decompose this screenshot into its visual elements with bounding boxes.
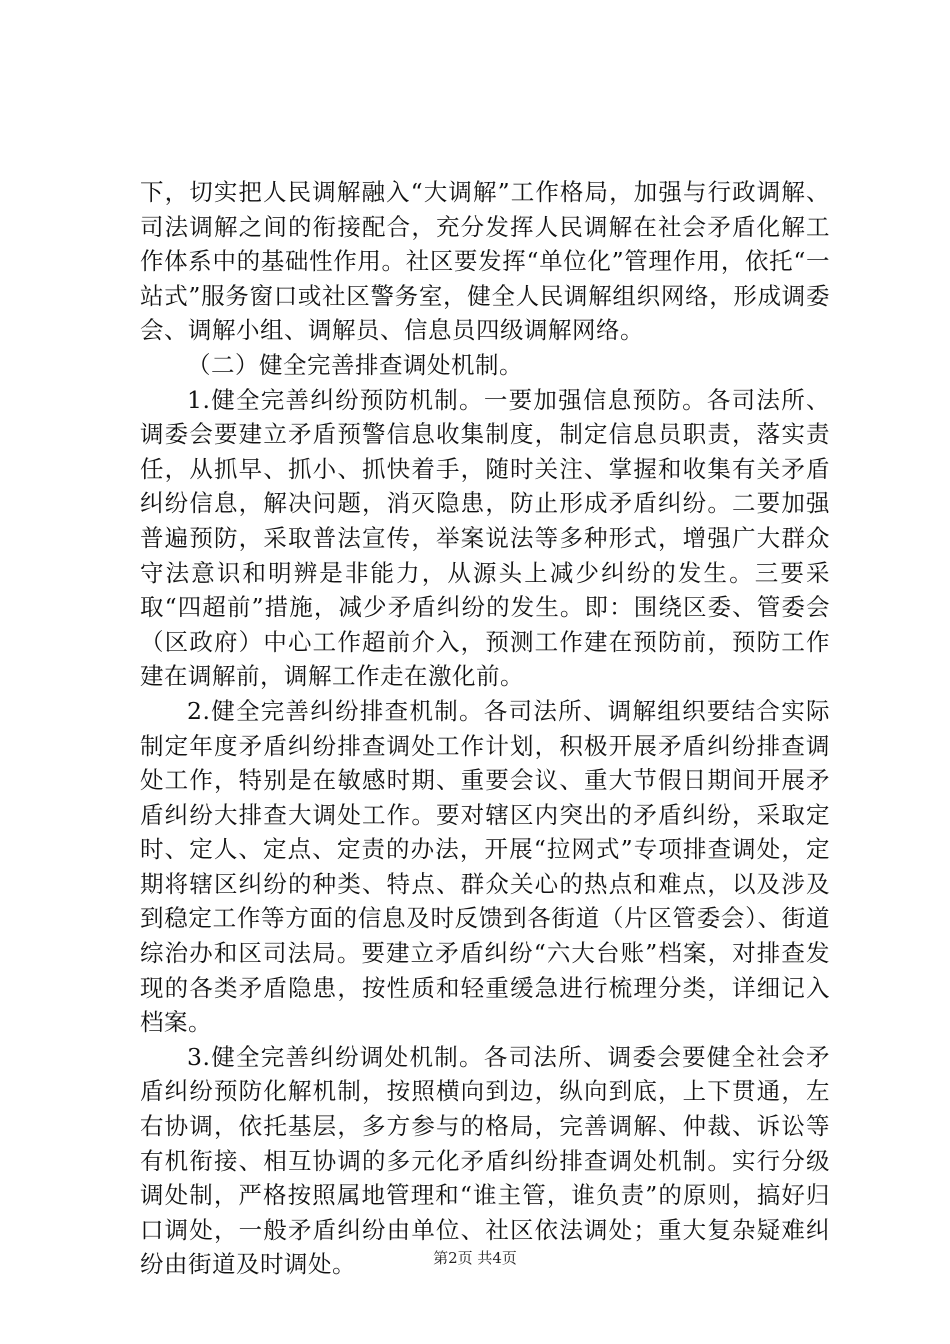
document-body bbox=[140, 175, 830, 1282]
page-number-footer: 第2页 共4页 bbox=[433, 1249, 517, 1267]
paragraph-continuation: 下，切实把人民调解融入“大调解”工作格局，加强与行政调解、司法调解之间的衔接配合，充分发挥人民调解在社会矛盾化解工作体系中的基础性作用。社区要发挥“单位化”管理作用，依托“一站式”服务窗口或社区警务室，健全人民调解组织网络，形成调委会、调解小组、调解员、信息员四级调解网络。 bbox=[140, 178, 830, 345]
paragraph-item-3: 3.健全完善纠纷调处机制。各司法所、调委会要健全社会矛盾纠纷预防化解机制，按照横向到边，纵向到底，上下贯通，左右协调，依托基层，多方参与的格局，完善调解、仲裁、诉讼等有机衔接、相互协调的多元化矛盾纠纷排查调处机制。实行分级调处制，严格按照属地管理和“谁主管，谁负责”的原则，搞好归口调处，一般矛盾纠纷由单位、社区依法调处；重大复杂疑难纠纷由街道及时调处。 bbox=[140, 1042, 830, 1279]
paragraph-item-1: 1.健全完善纠纷预防机制。一要加强信息预防。各司法所、调委会要建立矛盾预警信息收集制度，制定信息员职责，落实责任，从抓早、抓小、抓快着手，随时关注、掌握和收集有关矛盾纠纷信息，解决问题，消灭隐患，防止形成矛盾纠纷。二要加强普遍预防，采取普法宣传，举案说法等多种形式，增强广大群众守法意识和明辨是非能力，从源头上减少纠纷的发生。三要采取“四超前”措施，减少矛盾纠纷的发生。即：围绕区委、管委会（区政府）中心工作超前介入，预测工作建在预防前，预防工作建在调解前，调解工作走在激化前。 bbox=[140, 385, 830, 691]
paragraph-item-2: 2.健全完善纠纷排查机制。各司法所、调解组织要结合实际制定年度矛盾纠纷排查调处工作计划，积极开展矛盾纠纷排查调处工作，特别是在敏感时期、重要会议、重大节假日期间开展矛盾纠纷大排查大调处工作。要对辖区内突出的矛盾纠纷，采取定时、定人、定点、定责的办法，开展“拉网式”专项排查调处，定期将辖区纠纷的种类、特点、群众关心的热点和难点，以及涉及到稳定工作等方面的信息及时反馈到各街道（片区管委会）、街道综治办和区司法局。要建立矛盾纠纷“六大台账”档案，对排查发现的各类矛盾隐患，按性质和轻重缓急进行梳理分类，详细记入档案。 bbox=[140, 696, 830, 1037]
section-heading: （二）健全完善排查调处机制。 bbox=[187, 350, 523, 379]
